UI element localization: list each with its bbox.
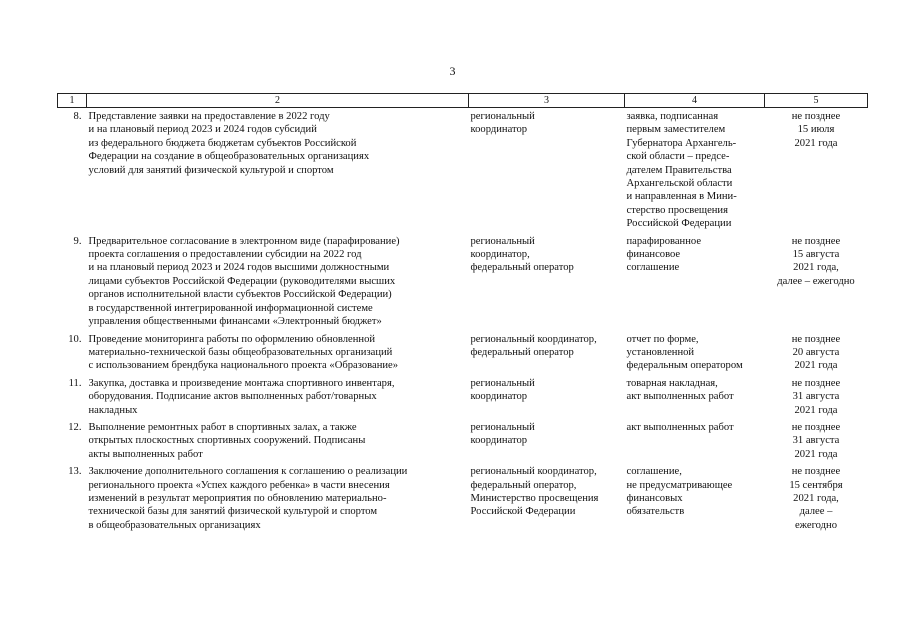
- row-number: 11.: [68, 377, 82, 389]
- table-row: [58, 421, 868, 465]
- responsible-cell: региональный координатор: [470, 421, 535, 447]
- responsible-cell: региональный координатор: [470, 111, 535, 136]
- deadline-cell: не позднее 20 августа 2021 года: [791, 333, 841, 372]
- event-cell: Закупка, доставка и произведение монтажа спортивного инвентаря, оборудования. Подписание актов выполненных работ/товарных накладных: [88, 377, 395, 416]
- result-cell: отчет по форме, установленной федеральным оператором: [626, 333, 743, 372]
- column-header-number: 1: [58, 94, 87, 108]
- page-number: 3: [449, 64, 456, 78]
- column-header-result: 4: [625, 94, 765, 108]
- event-cell: Заключение дополнительного соглашения к соглашению о реализации регионального проекта «Успех каждого ребенка» в части внесения изменений в результат мероприятия по обновлению материально- технической базы для занятий физической культурой и спортом в общеобразовательных организациях: [88, 466, 408, 531]
- result-cell: парафированное финансовое соглашение: [626, 235, 702, 274]
- row-number: 12.: [68, 421, 82, 433]
- result-cell: соглашение, не предусматривающее финансовых обязательств: [626, 466, 733, 518]
- result-cell: товарная накладная, акт выполненных работ: [626, 377, 734, 403]
- event-cell: Предварительное согласование в электронном виде (парафирование) проекта соглашения о предоставлении субсидии на 2022 год и на плановый период 2023 и 2024 годов высшими должностными лицами субъектов Российской Федерации (руководителями высших органов исполнительной власти субъектов Российской Федерации) в государственной интегрированной информационной системе управления общественными финансами «Электронный бюджет»: [88, 235, 400, 328]
- event-cell: Выполнение ремонтных работ в спортивных залах, а также открытых плоскостных спортивных сооружений. Подписаны акты выполненных работ: [88, 421, 366, 460]
- result-cell: заявка, подписанная первым заместителем Губернатора Архангель- ской области – предсе- дателем Правительства Архангельской области и направленная в Мини- стерство просвещения Российской Федерации: [626, 111, 737, 230]
- responsible-cell: региональный координатор, федеральный оператор: [470, 333, 597, 358]
- row-number: 9.: [73, 235, 82, 247]
- table-row: [58, 235, 868, 333]
- column-header-event: 2: [87, 94, 469, 108]
- activity-plan-table: [57, 93, 868, 536]
- table-row: [58, 108, 868, 235]
- row-number: 8.: [73, 111, 82, 122]
- deadline-cell: не позднее 15 августа 2021 года, далее – ежегодно: [777, 235, 855, 287]
- column-header-deadline: 5: [765, 94, 868, 108]
- table-row: [58, 333, 868, 377]
- column-header-responsible: 3: [469, 94, 625, 108]
- deadline-cell: не позднее 31 августа 2021 года: [791, 421, 841, 460]
- table-header-row: [58, 94, 868, 108]
- row-number: 10.: [68, 333, 82, 345]
- responsible-cell: региональный координатор, федеральный оператор: [470, 235, 574, 274]
- event-cell: Проведение мониторинга работы по оформлению обновленной материально-технической базы общеобразовательных организаций с использованием брендбука национального проекта «Образование»: [88, 333, 399, 372]
- deadline-cell: не позднее 15 сентября 2021 года, далее – ежегодно: [789, 466, 843, 531]
- responsible-cell: региональный координатор: [470, 377, 535, 403]
- responsible-cell: региональный координатор, федеральный оператор, Министерство просвещения Российской Федерации: [470, 466, 599, 518]
- event-cell: Представление заявки на предоставление в 2022 году и на плановый период 2023 и 2024 годов субсидий из федерального бюджета бюджетам субъектов Российской Федерации на создание в общеобразовательных организациях условий для занятий физической культурой и спортом: [88, 111, 370, 176]
- deadline-cell: не позднее 31 августа 2021 года: [791, 377, 841, 416]
- row-number: 13.: [68, 466, 82, 478]
- table-row: [58, 377, 868, 421]
- deadline-cell: не позднее 15 июля 2021 года: [791, 111, 841, 149]
- table-row: [58, 465, 868, 536]
- result-cell: акт выполненных работ: [626, 421, 734, 433]
